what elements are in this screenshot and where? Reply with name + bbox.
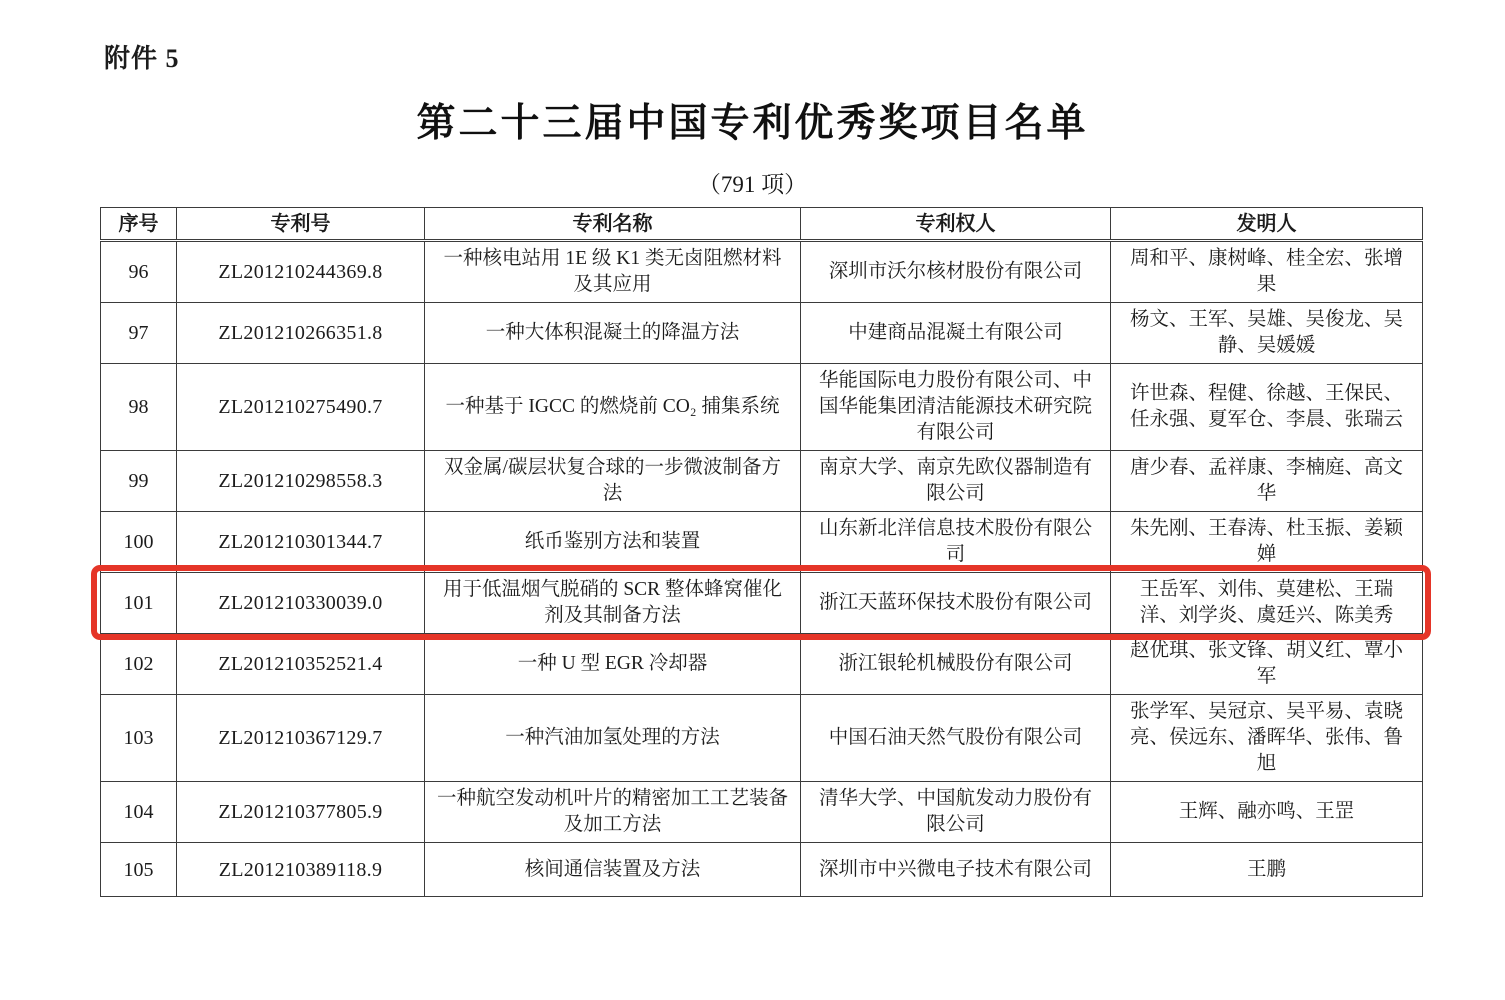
header-patent-name: 专利名称 [425,208,801,241]
cell-patent-number: ZL201210330039.0 [177,573,425,634]
cell-serial: 98 [101,364,177,451]
awards-table-container [100,207,1422,897]
table-row [101,512,1423,573]
cell-patent-number: ZL201210266351.8 [177,303,425,364]
cell-patent-name: 一种核电站用 1E 级 K1 类无卤阻燃材料及其应用 [425,241,801,303]
cell-patent-name: 核间通信装置及方法 [425,843,801,897]
cell-inventors: 赵优琪、张文锋、胡义红、覃小军 [1111,634,1423,695]
table-row [101,573,1423,634]
table-header-row [101,208,1423,241]
cell-patentee: 深圳市中兴微电子技术有限公司 [801,843,1111,897]
cell-patentee: 中建商品混凝土有限公司 [801,303,1111,364]
attachment-label: 附件 5 [104,44,180,73]
cell-serial: 96 [101,241,177,303]
cell-patent-name: 纸币鉴别方法和装置 [425,512,801,573]
table-row [101,634,1423,695]
cell-serial: 103 [101,695,177,782]
cell-serial: 97 [101,303,177,364]
cell-serial: 105 [101,843,177,897]
cell-patent-name: 一种大体积混凝土的降温方法 [425,303,801,364]
cell-patent-number: ZL201210275490.7 [177,364,425,451]
cell-patent-number: ZL201210352521.4 [177,634,425,695]
cell-inventors: 张学军、吴冠京、吴平易、袁晓亮、侯远东、潘晖华、张伟、鲁旭 [1111,695,1423,782]
cell-serial: 101 [101,573,177,634]
cell-inventors: 周和平、康树峰、桂全宏、张增果 [1111,241,1423,303]
cell-inventors: 许世森、程健、徐越、王保民、任永强、夏军仓、李晨、张瑞云 [1111,364,1423,451]
project-count: （791 项） [697,172,808,197]
cell-patentee: 中国石油天然气股份有限公司 [801,695,1111,782]
cell-serial: 104 [101,782,177,843]
cell-inventors: 王岳军、刘伟、莫建松、王瑞洋、刘学炎、虞廷兴、陈美秀 [1111,573,1423,634]
cell-serial: 100 [101,512,177,573]
table-row [101,451,1423,512]
cell-patent-number: ZL201210298558.3 [177,451,425,512]
cell-patent-name: 一种 U 型 EGR 冷却器 [425,634,801,695]
cell-patent-name: 一种基于 IGCC 的燃烧前 CO₂ 捕集系统 [425,364,801,451]
cell-patent-name: 用于低温烟气脱硝的 SCR 整体蜂窝催化剂及其制备方法 [425,573,801,634]
cell-patent-number: ZL201210301344.7 [177,512,425,573]
cell-patentee: 浙江银轮机械股份有限公司 [801,634,1111,695]
cell-patentee: 山东新北洋信息技术股份有限公司 [801,512,1111,573]
cell-serial: 99 [101,451,177,512]
cell-patent-name: 一种航空发动机叶片的精密加工工艺装备及加工方法 [425,782,801,843]
cell-patent-name: 双金属/碳层状复合球的一步微波制备方法 [425,451,801,512]
cell-patent-number: ZL201210377805.9 [177,782,425,843]
cell-patent-number: ZL201210389118.9 [177,843,425,897]
table-row [101,782,1423,843]
header-patent-number: 专利号 [177,208,425,241]
table-row [101,303,1423,364]
cell-inventors: 杨文、王军、吴雄、吴俊龙、吴静、吴媛媛 [1111,303,1423,364]
header-patentee: 专利权人 [801,208,1111,241]
page-title: 第二十三届中国专利优秀奖项目名单 [416,102,1089,145]
cell-inventors: 朱先刚、王春涛、杜玉振、姜颖婵 [1111,512,1423,573]
cell-patentee: 清华大学、中国航发动力股份有限公司 [801,782,1111,843]
cell-inventors: 唐少春、孟祥康、李楠庭、高文华 [1111,451,1423,512]
awards-table [100,207,1423,897]
table-row [101,843,1423,897]
table-row [101,241,1423,303]
header-serial: 序号 [101,208,177,241]
table-row [101,695,1423,782]
cell-inventors: 王辉、融亦鸣、王罡 [1111,782,1423,843]
cell-patentee: 深圳市沃尔核材股份有限公司 [801,241,1111,303]
cell-patent-name: 一种汽油加氢处理的方法 [425,695,801,782]
cell-inventors: 王鹏 [1111,843,1423,897]
cell-patentee: 华能国际电力股份有限公司、中国华能集团清洁能源技术研究院有限公司 [801,364,1111,451]
cell-patent-number: ZL201210244369.8 [177,241,425,303]
cell-patent-number: ZL201210367129.7 [177,695,425,782]
header-inventors: 发明人 [1111,208,1423,241]
cell-patentee: 南京大学、南京先欧仪器制造有限公司 [801,451,1111,512]
table-row [101,364,1423,451]
cell-patentee: 浙江天蓝环保技术股份有限公司 [801,573,1111,634]
cell-serial: 102 [101,634,177,695]
